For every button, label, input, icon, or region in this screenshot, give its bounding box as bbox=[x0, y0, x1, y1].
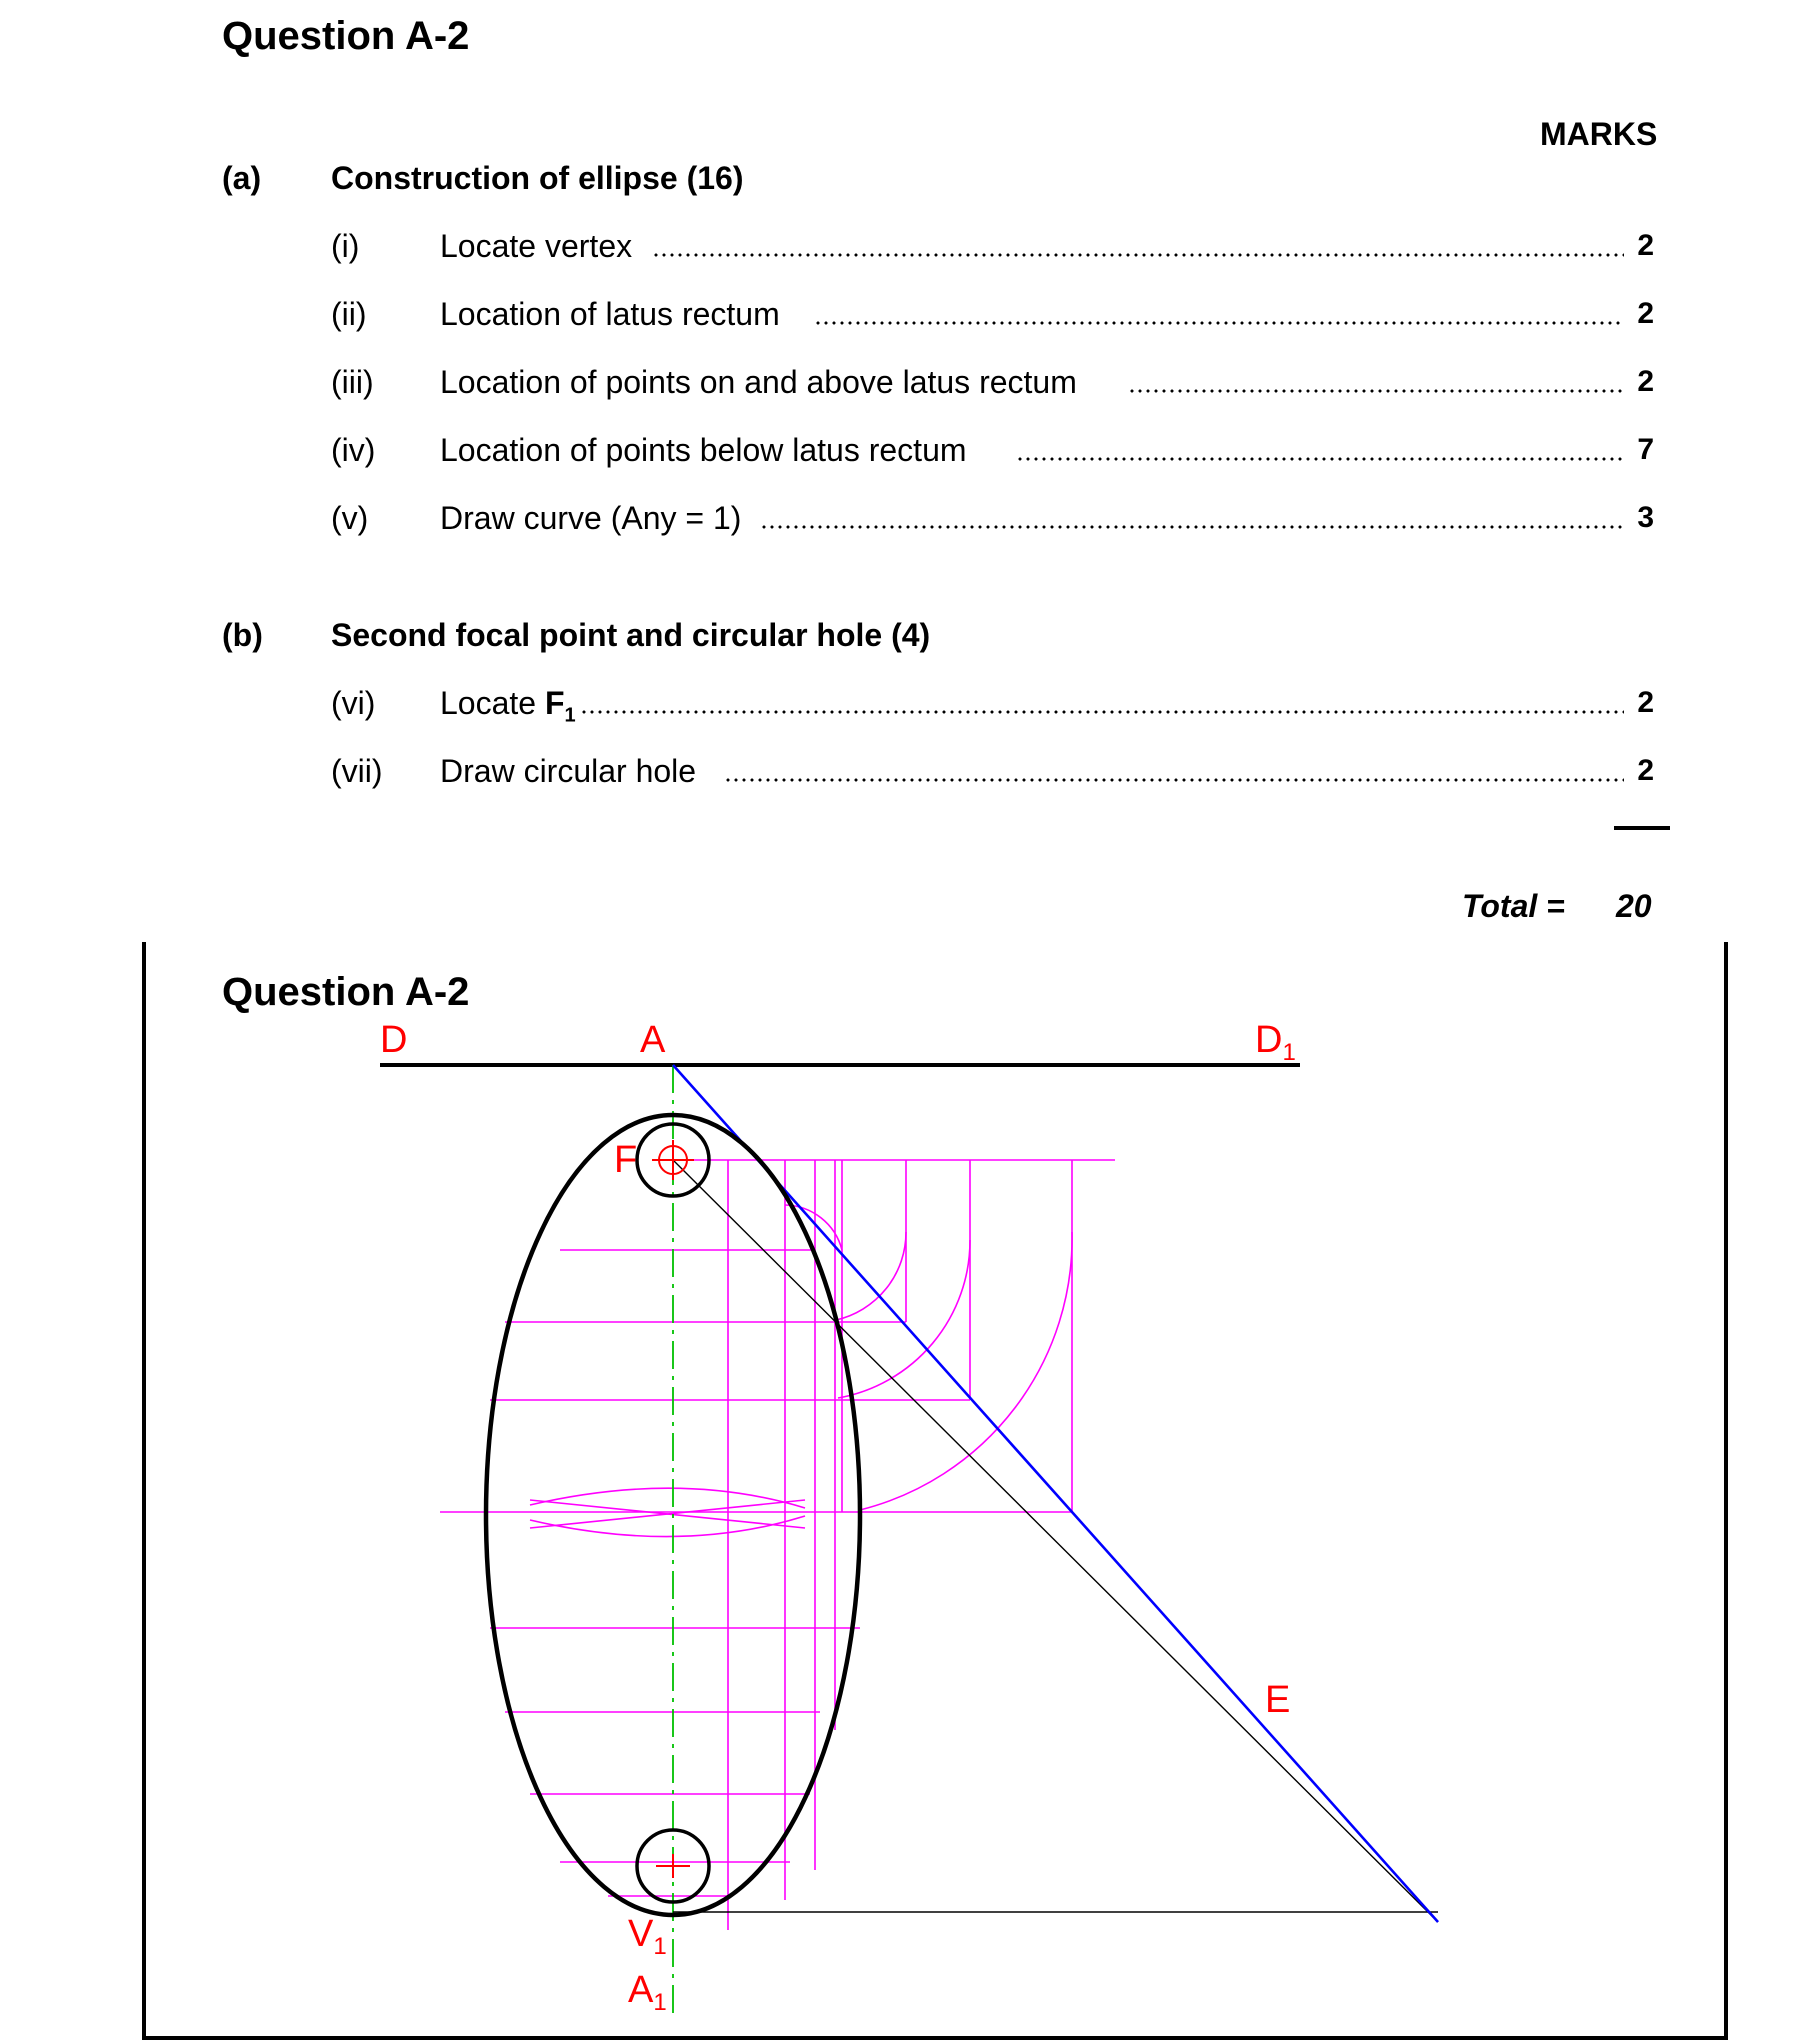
marks-heading: MARKS bbox=[1540, 116, 1658, 152]
label-f: F bbox=[614, 1139, 638, 1181]
page-title: Question A-2 bbox=[222, 14, 470, 58]
item-text: Locate $F_1$ bbox=[440, 685, 576, 727]
total-value: 20 bbox=[1616, 888, 1652, 924]
item-mark: 2 bbox=[1637, 754, 1654, 787]
item-mark: 3 bbox=[1637, 501, 1654, 534]
item-mark: 2 bbox=[1637, 365, 1654, 398]
item-mark: 2 bbox=[1637, 686, 1654, 719]
item-text: Locate vertex bbox=[440, 228, 633, 264]
item-mark: 2 bbox=[1637, 297, 1654, 330]
item-num: (iv) bbox=[331, 432, 376, 468]
item-mark: 7 bbox=[1637, 433, 1654, 466]
total-label: Total = bbox=[1462, 888, 1565, 924]
label-e: E bbox=[1265, 1679, 1291, 1721]
item-num: (vii) bbox=[331, 753, 383, 789]
item-num: (i) bbox=[331, 228, 360, 264]
label-d1: $D_1$ bbox=[1255, 1019, 1296, 1066]
item-text: Location of latus rectum bbox=[440, 296, 780, 332]
part-b-heading: Second focal point and circular hole (4) bbox=[331, 617, 931, 653]
item-mark: 2 bbox=[1637, 229, 1654, 262]
item-num: (iii) bbox=[331, 364, 374, 400]
part-a-label: (a) bbox=[222, 160, 262, 196]
item-text: Draw curve (Any = 1) bbox=[440, 500, 742, 536]
item-text: Draw circular hole bbox=[440, 753, 697, 789]
label-v1: $V_1$ bbox=[628, 1913, 667, 1960]
part-a-heading: Construction of ellipse (16) bbox=[331, 160, 744, 196]
label-a: A bbox=[640, 1019, 666, 1061]
label-d: D bbox=[380, 1019, 408, 1061]
item-num: (ii) bbox=[331, 296, 367, 332]
item-num: (vi) bbox=[331, 685, 376, 721]
item-num: (v) bbox=[331, 500, 369, 536]
part-b-label: (b) bbox=[222, 617, 263, 653]
label-a1: $A_1$ bbox=[628, 1969, 667, 2016]
item-text: Location of points on and above latus rectum bbox=[440, 364, 1077, 400]
construction-lines bbox=[440, 1160, 1115, 1930]
focal-construction-lines bbox=[673, 1160, 1438, 1922]
item-text: Location of points below latus rectum bbox=[440, 432, 967, 468]
drawing-title: Question A-2 bbox=[222, 970, 470, 1014]
